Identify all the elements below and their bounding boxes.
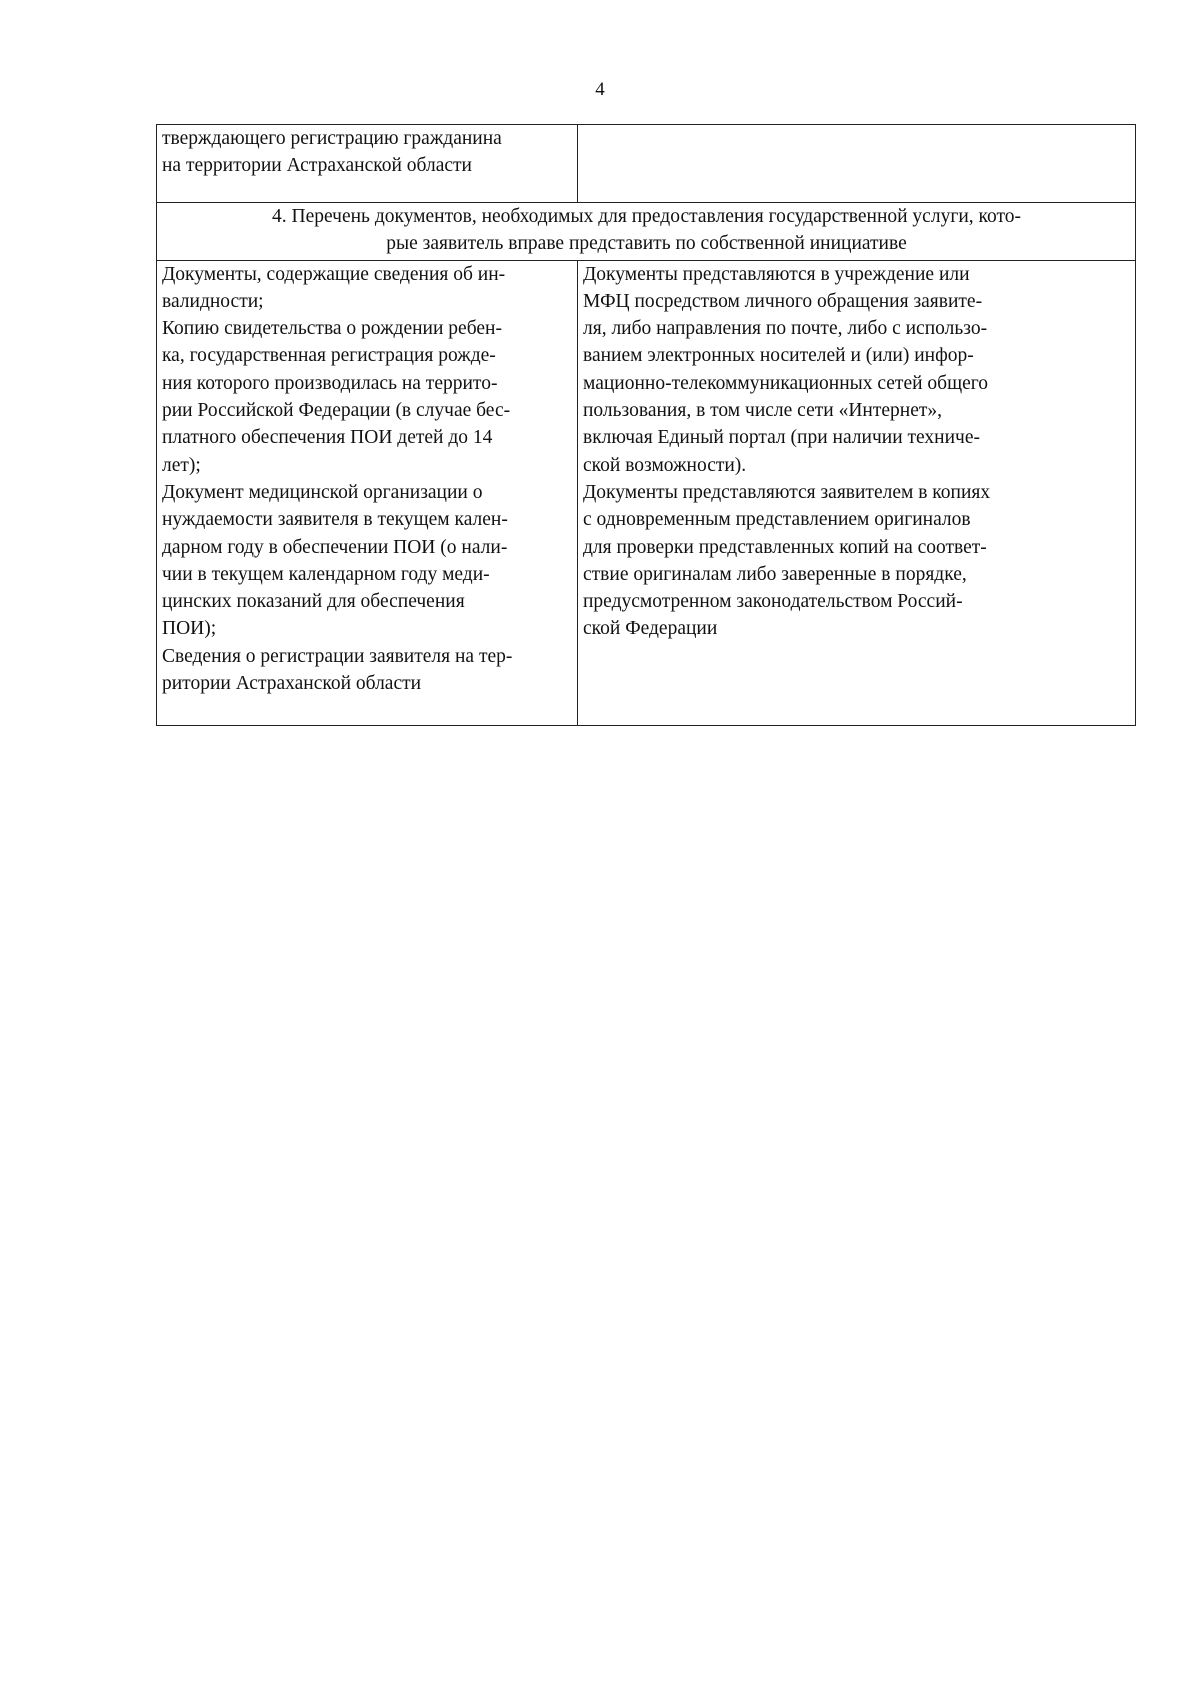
continuation-right-cell [578, 125, 1136, 203]
procedure-line: ванием электронных носителей и (или) инфор- [583, 345, 974, 367]
documents-list-line: ка, государственная регистрация рожде- [162, 345, 496, 367]
documents-body-row [157, 260, 1136, 725]
documents-list-line: цинских показаний для обеспечения [162, 591, 465, 613]
procedure-line: пользования, в том числе сети «Интернет», [583, 400, 942, 422]
section-heading-cell [157, 203, 1136, 261]
continuation-left-cell [157, 125, 578, 203]
documents-list-line: нуждаемости заявителя в текущем кален- [162, 509, 508, 531]
continuation-row [157, 125, 1136, 203]
documents-table [156, 124, 1136, 726]
documents-list-line: лет); [162, 454, 201, 476]
procedure-line: мационно-телекоммуникационных сетей общего [583, 372, 989, 394]
continuation-line: тверждающего регистрацию гражданина [162, 128, 502, 149]
documents-list-line: ПОИ); [162, 618, 217, 640]
procedure-line: предусмотренном законодательством Россий- [583, 591, 963, 613]
procedure-line: ской возможности). [583, 454, 747, 476]
section-heading-line: рые заявитель вправе представить по собственной инициативе [386, 233, 907, 255]
documents-list-cell [157, 260, 578, 725]
section-heading-row [157, 203, 1136, 261]
procedure-line: МФЦ посредством личного обращения заявите- [583, 290, 983, 312]
documents-list-line: Документ медицинской организации о [162, 481, 483, 503]
procedure-line: ской Федерации [583, 618, 718, 640]
procedure-line: ля, либо направления по почте, либо с использо- [583, 318, 988, 340]
submission-procedure-cell [578, 260, 1136, 725]
documents-list-line: рии Российской Федерации (в случае бес- [162, 400, 511, 422]
documents-list-line: платного обеспечения ПОИ детей до 14 [162, 427, 493, 449]
documents-list-line: валидности; [162, 290, 264, 312]
procedure-line: Документы представляются в учреждение или [583, 263, 970, 285]
procedure-line: ствие оригиналам либо заверенные в порядке, [583, 563, 967, 585]
continuation-line: на территории Астраханской области [162, 155, 472, 177]
procedure-line: включая Единый портал (при наличии техниче- [583, 427, 980, 449]
documents-list-line: ния которого производилась на террито- [162, 372, 498, 394]
section-heading-line: 4. Перечень документов, необходимых для предоставления государственной услуги, кото- [272, 206, 1021, 227]
procedure-line: Документы представляются заявителем в копиях [583, 481, 991, 503]
documents-list-line: Копию свидетельства о рождении ребен- [162, 318, 502, 340]
documents-list-line: чии в текущем календарном году меди- [162, 563, 490, 585]
page-number: 4 [595, 79, 605, 100]
procedure-line: с одновременным представлением оригиналов [583, 509, 971, 531]
procedure-line: для проверки представленных копий на соответ- [583, 536, 987, 558]
documents-list-line: Документы, содержащие сведения об ин- [162, 263, 506, 285]
documents-list-line: дарном году в обеспечении ПОИ (о нали- [162, 536, 508, 558]
documents-list-line: Сведения о регистрации заявителя на тер- [162, 645, 513, 667]
documents-list-line: ритории Астраханской области [162, 673, 422, 695]
